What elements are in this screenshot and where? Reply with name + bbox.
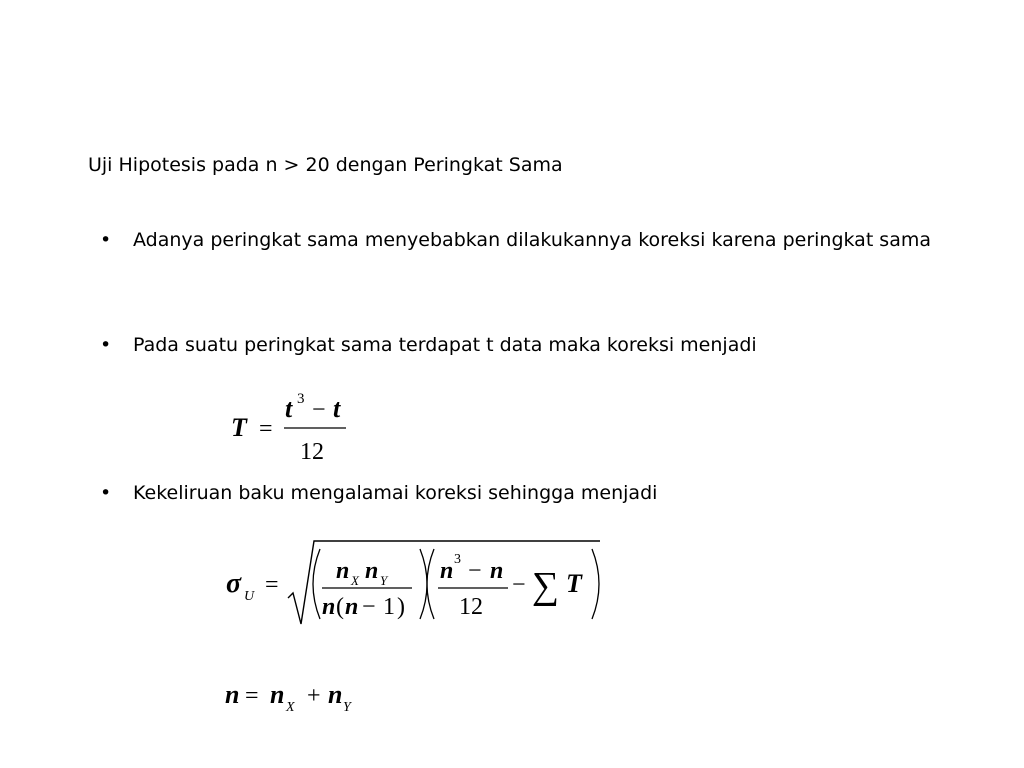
formula-sigma-equals: = [265,572,279,598]
frac2-den: 12 [459,594,483,620]
sum-T: T [566,569,582,598]
frac1-num-subx: X [351,573,359,588]
formula-sigma-sub: U [244,589,255,604]
frac1-den-minus: − [362,594,376,620]
formula-n-ny: n [328,680,343,709]
frac1-den-n1: n [322,594,336,620]
frac1-num-n2: n [365,558,379,584]
formula-n-subx: X [286,700,295,715]
formula-n-plus: + [307,683,321,709]
frac1-den-close: ) [397,594,405,620]
formula-n-nx: n [270,680,285,709]
bullet-dot: • [100,482,112,504]
bullet-text: Pada suatu peringkat sama terdapat t data maka koreksi menjadi [133,334,757,356]
frac2-num-exp: 3 [454,552,461,567]
frac1-num-suby: Y [380,573,388,588]
formula-T-lhs: T [231,413,247,442]
slide-title: Uji Hipotesis pada n > 20 dengan Peringkat Sama [88,154,563,176]
bullet-dot: • [100,334,112,356]
sum-minus: − [512,572,526,598]
formula-T-num-base: t [285,394,293,423]
frac1-den-one: 1 [383,594,395,620]
formula-T-num-rhs: t [333,394,341,423]
formula-T-den: 12 [300,439,324,465]
frac1-den-n2: n [345,594,359,620]
frac1-num-n1: n [336,558,350,584]
formula-T-num-minus: − [312,397,326,423]
formula-n-equals: = [245,683,259,709]
frac1-den-open: ( [336,594,344,620]
frac2-num-n2: n [490,558,504,584]
formula-T-num-exp: 3 [297,391,305,407]
frac2-num-n1: n [440,558,454,584]
formula-n-lhs: n [225,680,240,709]
bullet-dot: • [100,229,112,251]
formula-sigma-symbol: σ [226,568,242,599]
frac2-num-minus: − [468,558,482,584]
formula-n-suby: Y [343,700,351,715]
bullet-text: Adanya peringkat sama menyebabkan dilakukannya koreksi karena peringkat sama [133,229,931,251]
formula-T-equals: = [259,416,273,442]
sum-icon: ∑ [532,565,560,607]
bullet-text: Kekeliruan baku mengalamai koreksi sehingga menjadi [133,482,658,504]
